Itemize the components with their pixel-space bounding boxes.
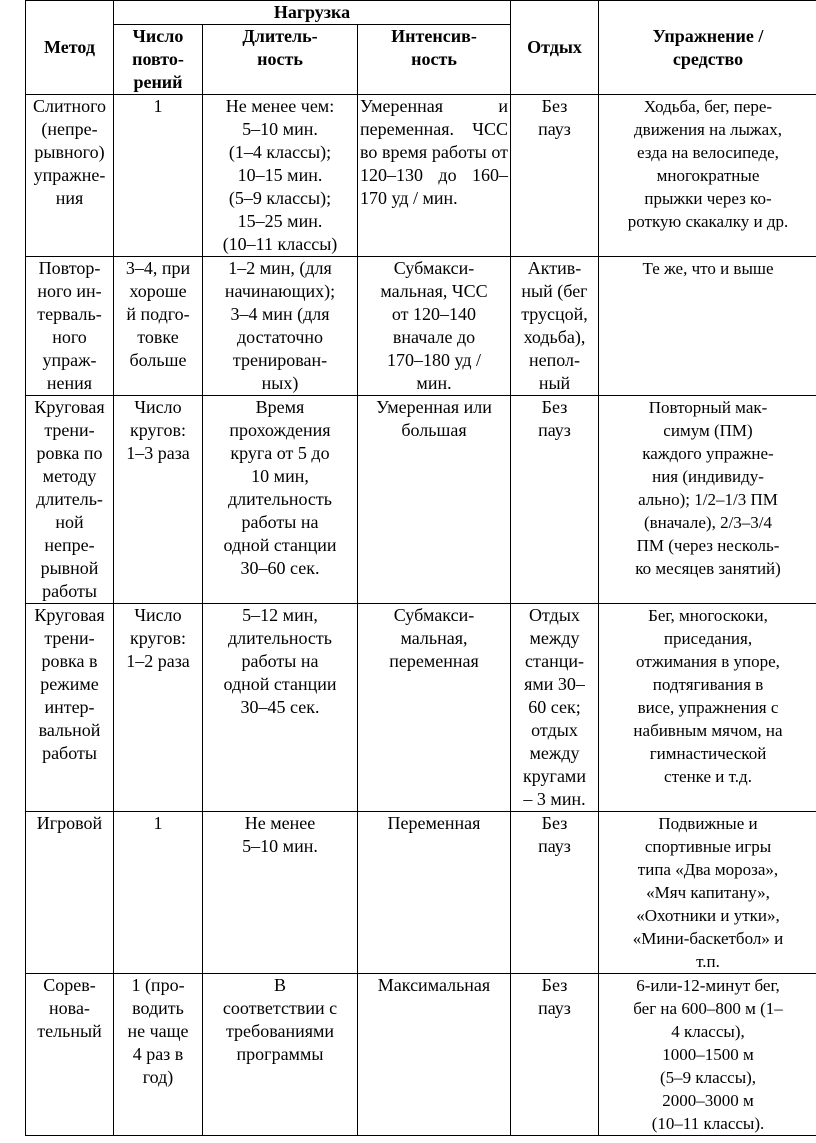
- header-method: Метод: [26, 1, 114, 95]
- cell-duration: 5–12 мин, длительность работы на одной станции 30–45 сек.: [203, 604, 358, 812]
- header-duration: Длитель- ность: [203, 25, 358, 95]
- cell-duration: Время прохождения круга от 5 до 10 мин, длительность работы на одной станции 30–60 сек.: [203, 396, 358, 604]
- cell-duration: Не менее 5–10 мин.: [203, 812, 358, 974]
- cell-exercise: Подвижные и спортивные игры типа «Два мороза», «Мяч капитану», «Охотники и утки», «Мини-баскетбол» и т.п.: [599, 812, 816, 974]
- cell-method: Сорев- нова- тельный: [26, 974, 114, 1136]
- table-row: [26, 974, 816, 1136]
- cell-exercise: Бег, многоскоки, приседания, отжимания в упоре, подтягивания в висе, упражнения с набивным мячом, на гимнастической стенке и т.д.: [599, 604, 816, 812]
- cell-method: Слитного (непре- рывного) упражне- ния: [26, 95, 114, 257]
- cell-reps: 3–4, при хороше й подго- товке больше: [114, 257, 203, 396]
- cell-method: Круговая трени- ровка по методу длитель- ной непре- рывной работы: [26, 396, 114, 604]
- cell-intensity: Субмакси- мальная, переменная: [358, 604, 511, 812]
- cell-rest: Без пауз: [511, 95, 599, 257]
- cell-intensity: Умеренная и переменная. ЧСС во время работы от 120–130 до 160–170 уд / мин.: [358, 95, 511, 257]
- table-row: [26, 604, 816, 812]
- cell-method: Игровой: [26, 812, 114, 974]
- header-rest: Отдых: [511, 1, 599, 95]
- cell-reps: 1: [114, 812, 203, 974]
- header-load: Нагрузка: [114, 1, 511, 25]
- training-methods-table: [25, 0, 816, 1136]
- cell-rest: Без пауз: [511, 974, 599, 1136]
- cell-duration: 1–2 мин, (для начинающих); 3–4 мин (для достаточно тренирован- ных): [203, 257, 358, 396]
- table-row: [26, 95, 816, 257]
- cell-intensity: Максимальная: [358, 974, 511, 1136]
- cell-duration: В соответствии с требованиями программы: [203, 974, 358, 1136]
- header-exercise: Упражнение / средство: [599, 1, 816, 95]
- cell-exercise: 6-или-12-минут бег, бег на 600–800 м (1– 4 классы), 1000–1500 м (5–9 классы), 2000–3000 м (10–11 классы).: [599, 974, 816, 1136]
- cell-rest: Отдых между станци- ями 30– 60 сек; отдых между кругами – 3 мин.: [511, 604, 599, 812]
- cell-rest: Актив- ный (бег трусцой, ходьба), непол- ный: [511, 257, 599, 396]
- cell-rest: Без пауз: [511, 812, 599, 974]
- cell-method: Повтор- ного ин- терваль- ного упраж- нения: [26, 257, 114, 396]
- cell-intensity: Переменная: [358, 812, 511, 974]
- cell-exercise: Повторный мак- симум (ПМ) каждого упражне- ния (индивиду- ально); 1/2–1/3 ПМ (вначале), 2/3–3/4 ПМ (через несколь- ко месяцев занятий): [599, 396, 816, 604]
- cell-method: Круговая трени- ровка в режиме интер- вальной работы: [26, 604, 114, 812]
- table-row: [26, 396, 816, 604]
- cell-exercise: Ходьба, бег, пере- движения на лыжах, езда на велосипеде, многократные прыжки через ко- роткую скакалку и др.: [599, 95, 816, 257]
- table-row: [26, 812, 816, 974]
- cell-exercise: Те же, что и выше: [599, 257, 816, 396]
- cell-intensity: Умеренная или большая: [358, 396, 511, 604]
- table-row: [26, 257, 816, 396]
- cell-reps: 1: [114, 95, 203, 257]
- header-reps: Число повто- рений: [114, 25, 203, 95]
- cell-reps: Число кругов: 1–2 раза: [114, 604, 203, 812]
- cell-duration: Не менее чем: 5–10 мин. (1–4 классы); 10–15 мин. (5–9 классы); 15–25 мин. (10–11 классы): [203, 95, 358, 257]
- cell-reps: Число кругов: 1–3 раза: [114, 396, 203, 604]
- header-intensity: Интенсив- ность: [358, 25, 511, 95]
- cell-reps: 1 (про- водить не чаще 4 раз в год): [114, 974, 203, 1136]
- cell-rest: Без пауз: [511, 396, 599, 604]
- cell-intensity: Субмакси- мальная, ЧСС от 120–140 вначале до 170–180 уд / мин.: [358, 257, 511, 396]
